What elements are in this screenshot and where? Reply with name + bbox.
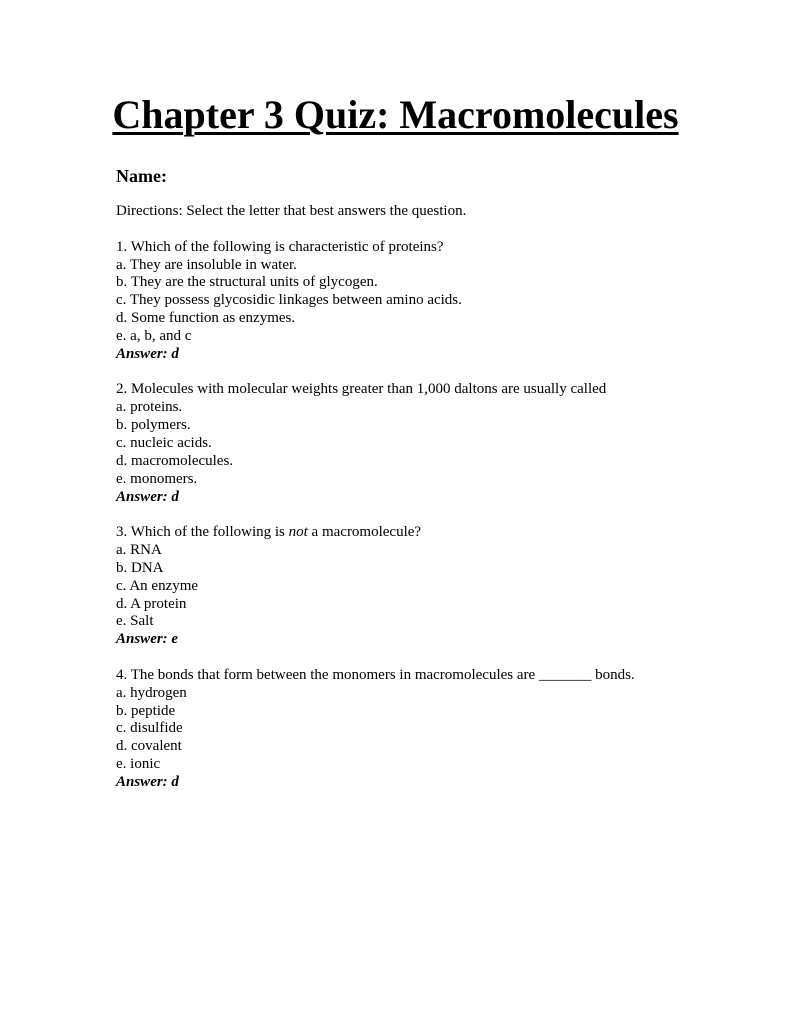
answer-key: Answer: d bbox=[116, 774, 179, 790]
answer-option: b. DNA bbox=[116, 559, 164, 576]
answer-option: c. They possess glycosidic linkages between amino acids. bbox=[116, 292, 462, 309]
question-prompt bbox=[116, 524, 716, 542]
answer-option: c. disulfide bbox=[116, 720, 183, 737]
question-prompt bbox=[116, 239, 716, 257]
blank-line bbox=[116, 649, 716, 667]
question-4 bbox=[116, 667, 716, 792]
answer-option: b. They are the structural units of glycogen. bbox=[116, 274, 378, 291]
answer-key: Answer: d bbox=[116, 488, 179, 505]
prompt-text: 3. Which of the following is bbox=[116, 524, 289, 541]
name-label: Name: bbox=[116, 166, 167, 186]
answer-option: b. peptide bbox=[116, 702, 176, 719]
question-prompt bbox=[116, 381, 716, 399]
answer-option: c. An enzyme bbox=[116, 577, 199, 594]
directions: Directions: Select the letter that best answers the question. bbox=[116, 203, 467, 219]
question-1 bbox=[116, 239, 716, 364]
answer-key: Answer: e bbox=[116, 631, 179, 648]
prompt-text: 2. Molecules with molecular weights greater than 1,000 daltons are usually called bbox=[116, 381, 607, 398]
page-title: Chapter 3 Quiz: Macromolecules bbox=[112, 92, 679, 137]
answer-option: a. They are insoluble in water. bbox=[116, 256, 297, 273]
prompt-suffix: a macromolecule? bbox=[307, 524, 422, 541]
answer-option: e. a, b, and c bbox=[116, 327, 192, 344]
question-prompt bbox=[116, 667, 716, 685]
answer-option: b. polymers. bbox=[116, 417, 191, 434]
question-3 bbox=[116, 524, 716, 649]
question-2 bbox=[116, 381, 716, 506]
answer-option: e. Salt bbox=[116, 613, 154, 630]
answer-option: e. ionic bbox=[116, 756, 161, 773]
prompt-text: 1. Which of the following is characteristic of proteins? bbox=[116, 238, 444, 255]
answer-option: d. A protein bbox=[116, 595, 187, 612]
answer-option: a. RNA bbox=[116, 542, 162, 559]
blank-line bbox=[116, 364, 716, 382]
quiz-body bbox=[116, 203, 716, 792]
prompt-emphasis: not bbox=[288, 524, 308, 541]
answer-option: a. hydrogen bbox=[116, 684, 187, 701]
blank-line bbox=[116, 221, 716, 239]
answer-key: Answer: d bbox=[116, 345, 179, 362]
answer-option: a. proteins. bbox=[116, 399, 183, 416]
answer-option: d. Some function as enzymes. bbox=[116, 310, 296, 327]
prompt-text: 4. The bonds that form between the monomers in macromolecules are _______ bonds. bbox=[116, 666, 635, 683]
answer-option: d. covalent bbox=[116, 738, 182, 755]
answer-option: e. monomers. bbox=[116, 470, 198, 487]
answer-option: d. macromolecules. bbox=[116, 452, 234, 469]
blank-line bbox=[116, 506, 716, 524]
answer-option: c. nucleic acids. bbox=[116, 434, 212, 451]
